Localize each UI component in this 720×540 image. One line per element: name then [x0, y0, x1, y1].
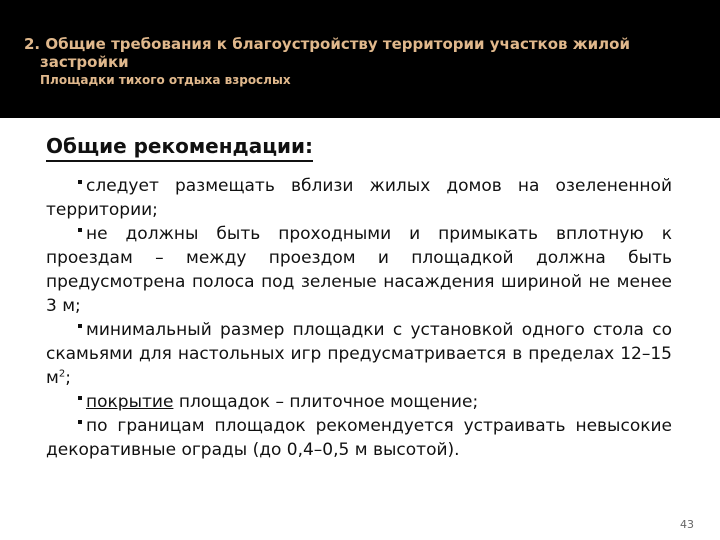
- slide-content: [46, 133, 672, 462]
- hyperlink[interactable]: покрытие: [86, 392, 174, 412]
- item-text: площадок – плиточное мощение;: [173, 392, 479, 412]
- item-text: по границам площадок рекомендуется устраивать невысокие декоративные ограды (до 0,4–0,5 м высотой).: [46, 416, 672, 460]
- bullet-icon: [78, 324, 82, 328]
- list-item: [46, 414, 672, 462]
- item-text: минимальный размер площадки с установкой одного стола со скамьями для настольных игр предусматривается в пределах 12–15 м: [46, 320, 672, 388]
- slide-subtitle: Площадки тихого отдыха взрослых: [40, 73, 291, 87]
- superscript: 2: [58, 368, 66, 380]
- item-text-end: ;: [65, 368, 71, 388]
- list-item: [46, 318, 672, 390]
- recommendation-list: [46, 174, 672, 462]
- list-item: [46, 390, 672, 414]
- slide-title-continuation: застройки: [40, 53, 129, 71]
- page-number: 43: [680, 518, 694, 531]
- list-item: [46, 174, 672, 222]
- bullet-icon: [78, 180, 82, 184]
- slide-title: 2. Общие требования к благоустройству территории участков жилой: [24, 35, 630, 53]
- bullet-icon: [78, 396, 82, 400]
- item-text: не должны быть проходными и примыкать вплотную к проездам – между проездом и площадкой должна быть предусмотрена полоса под зеленые насаждения шириной не менее 3 м;: [46, 224, 672, 316]
- bullet-icon: [78, 228, 82, 232]
- item-text: следует размещать вблизи жилых домов на озелененной территории;: [46, 176, 672, 220]
- list-item: [46, 222, 672, 318]
- slide-header: [0, 0, 720, 118]
- bullet-icon: [78, 420, 82, 424]
- section-heading: Общие рекомендации:: [46, 133, 313, 162]
